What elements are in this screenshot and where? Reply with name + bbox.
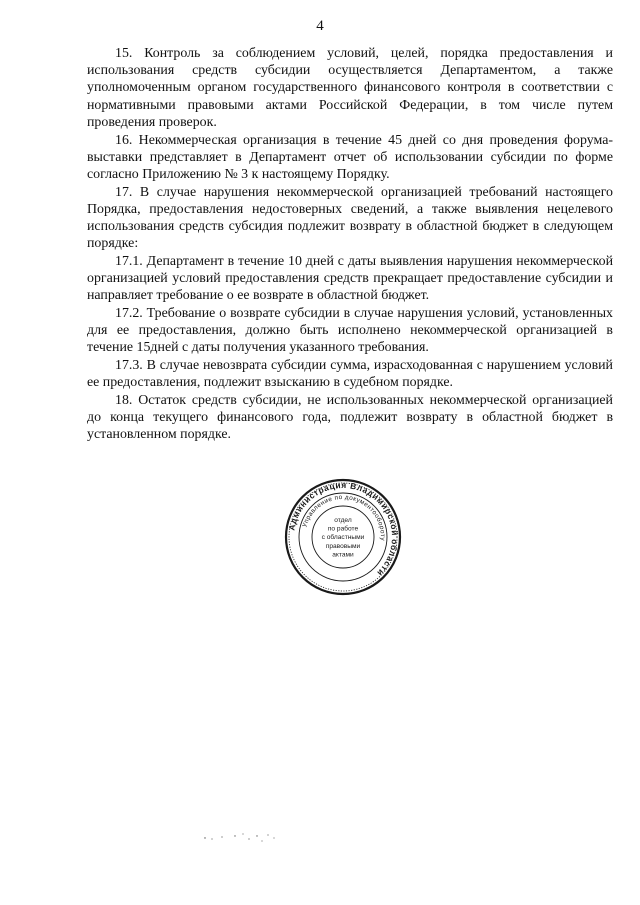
document-body bbox=[87, 45, 613, 444]
seal-center-line: отдел bbox=[334, 517, 352, 524]
paragraph-16: 16. Некоммерческая организация в течение 45 дней со дня проведения форума-выставки представляет в Департамент отчет об использовании субсидии по форме согласно Приложению № 3 к настоящему Порядку. bbox=[87, 132, 613, 182]
scan-specks bbox=[202, 826, 282, 846]
seal-center-line: по работе bbox=[327, 525, 359, 533]
seal-inner-text: Управление по документообороту bbox=[301, 493, 387, 542]
seal-center-line: правовыми bbox=[325, 542, 361, 550]
paragraph-15: 15. Контроль за соблюдением условий, целей, порядка предоставления и использования средств субсидии осуществляется Департаментом, а также уполномоченным органом государственного финансового контроля в соответствии с нормативными правовыми актами Российской Федерации, в том числе путем проведения проверок. bbox=[87, 46, 613, 130]
paragraph-17-1: 17.1. Департамент в течение 10 дней с даты выявления нарушения некоммерческой организацией условий предоставления средств прекращает предоставление субсидии и направляет требование о ее возврате в областной бюджет. bbox=[87, 253, 613, 304]
paragraph-17: 17. В случае нарушения некоммерческой организацией требований настоящего Порядка, предоставления недостоверных сведений, а также выявления нецелевого использования средств субсидия подлежит возврату в областной бюджет в следующем порядке: bbox=[87, 184, 613, 252]
paragraph-18: 18. Остаток средств субсидии, не использованных некоммерческой организацией до конца текущего финансового года, подлежит возврату в областной бюджет в установленном порядке. bbox=[87, 393, 613, 443]
seal-center-line: с областными bbox=[321, 534, 365, 542]
seal-center-line: актами bbox=[332, 551, 354, 559]
official-seal-stamp bbox=[283, 477, 403, 597]
seal-graphic bbox=[283, 477, 403, 597]
paragraph-17-3: 17.3. В случае невозврата субсидии сумма, израсходованная с нарушением условий ее предоставления, подлежит взысканию в судебном порядке. bbox=[87, 358, 613, 391]
page-number: 4 bbox=[316, 18, 324, 34]
seal-outer-text: Администрация Владимирской области bbox=[286, 479, 401, 579]
paragraph-17-2: 17.2. Требование о возврате субсидии в случае нарушения условий, установленных для ее предоставления, должно быть исполнено некоммерческой организацией в течение 15дней с даты получения указанного требования. bbox=[87, 306, 613, 356]
